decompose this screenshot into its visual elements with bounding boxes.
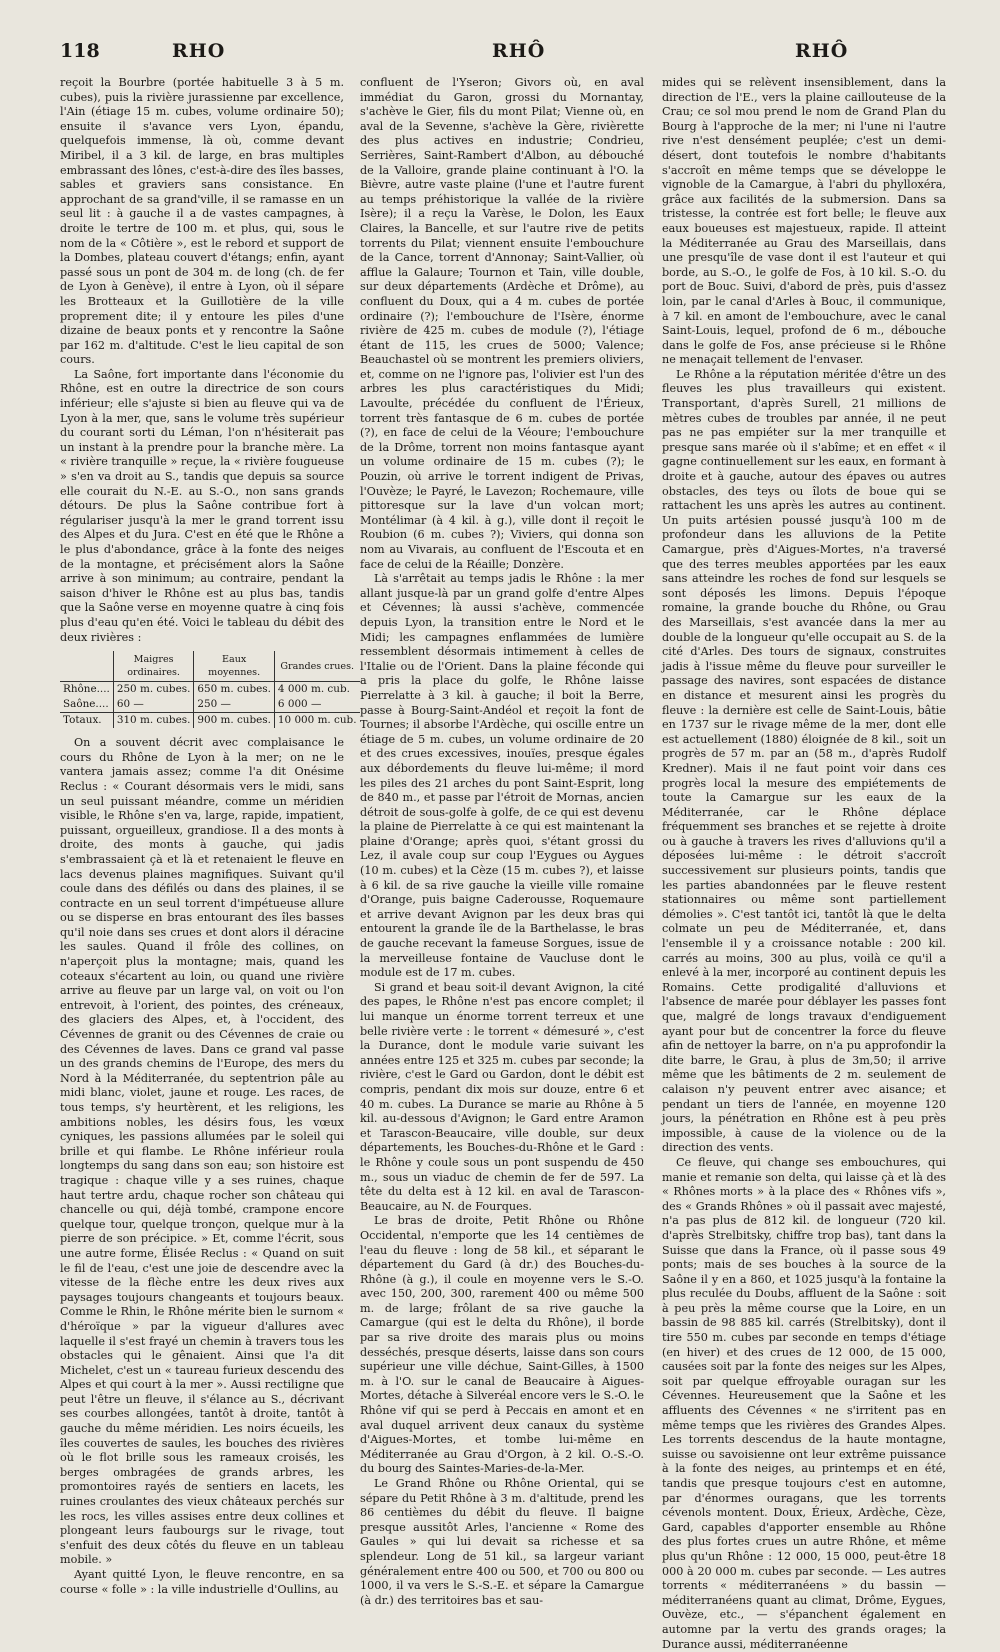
paragraph: Le Grand Rhône ou Rhône Oriental, qui se sépare du Petit Rhône à 3 m. d'altitude, prend les 86 centièmes du débit du fleuve. Il baigne presque aussitôt Arles, l'ancienne « Rome des Gaules » qui lui devait sa richesse et sa splendeur. Long de 51 kil., sa largeur variant généralement entre 400 ou 500, et 700 ou 800 ou 1000, il va vers le S.-S.-E. et sépare la Camargue (à dr.) des territoires bas et sau-	[360, 1477, 644, 1607]
table-cell: Totaux.	[60, 713, 113, 729]
table-cell: 250 m. cubes.	[113, 682, 194, 698]
table-row	[60, 682, 360, 698]
paragraph: La Saône, fort importante dans l'économie du Rhône, est en outre la directrice de son cours inférieur; elle s'ajuste si bien au fleuve qui va de Lyon à la mer, que, sans le volume très supérieur du courant sorti du Léman, l'on n'hésiterait pas un instant à la prendre pour la branche mère. La « rivière tranquille » reçue, la « rivière fougueuse » s'en va droit au S., tandis que depuis sa source elle courait du N.-E. au S.-O., non sans grands détours. De plus la Saône contribue fort à régulariser jusqu'à la mer le grand torrent issu des Alpes et du Jura. C'est en été que le Rhône a le plus d'abondance, grâce à la fonte des neiges de la montagne, et précisément alors la Saône arrive à son minimum; au contraire, pendant la saison d'hiver le Rhône est au plus bas, tandis que la Saône verse en moyenne quatre à cinq fois plus d'eau qu'en été. Voici le tableau du débit des deux rivières :	[60, 367, 344, 644]
column-2	[360, 76, 644, 1607]
paragraph: Le Rhône a la réputation méritée d'être un des fleuves les plus travailleurs qui existent. Transportant, d'après Surell, 21 millions de mètres cubes de troubles par année, il ne peut pas ne pas empiéter sur la mer tranquille et presque sans marée où il s'abîme; et en effet « il gagne continuellement sur les eaux, en formant à droite et à gauche, autour des épaves ou autres obstacles, des teys ou îlots de boue qui se rattachent les uns après les autres au continent. Un puits artésien poussé jusqu'à 100 m de profondeur dans les alluvions de la Petite Camargue, près d'Aigues-Mortes, n'a traversé que des terres meubles apportées par les eaux sans atteindre les roches de fond sur lesquels se sont déposés les limons. Depuis l'époque romaine, la grande bouche du Rhône, ou Grau des Marseillais, s'est avancée dans la mer au double de la longueur qu'elle occupait au S. de la cité d'Arles. Des tours de signaux, construites jadis à l'issue même du fleuve pour surveiller le passage des navires, sont espacées de distance en distance et mesurent ainsi les progrès du fleuve : la dernière est celle de Saint-Louis, bâtie en 1737 sur le rivage même de la mer, dont elle est actuellement (1880) éloignée de 8 kil., soit un progrès de 57 m. par an (58 m., d'après Rudolf Kredner). Mais il ne faut point voir dans ces progrès local la mesure des empiétements de toute la Camargue sur les eaux de la Méditerranée, car le Rhône déplace fréquemment ses branches et se rejette à droite ou à gauche à travers les rives d'alluvions qu'il a déposées lui-même : le détroit s'accroît successivement sur plusieurs points, tandis que les parties abandonnées par le fleuve restent stationnaires ou même sont partiellement démolies ». C'est tantôt ici, tantôt là que le delta colmate un peu de Méditerranée, et, dans l'ensemble il y a croissance notable : 200 kil. carrés au moins, 300 au plus, voilà ce qu'il a enlevé à la mer, incorporé au continent depuis les Romains. Cette prodigalité d'alluvions et l'absence de marée pour déblayer les passes font que, malgré de longs travaux d'endiguement ayant pour but de concentrer la force du fleuve afin de nettoyer la barre, on n'a pu approfondir la dite barre, le Grau, à plus de 3m,50; il arrive même que les bâtiments de 2 m. seulement de calaison n'y peuvent entrer avec aisance; et pendant un tiers de l'année, en moyenne 120 jours, la pénétration en Rhône est à peu près impossible, à cause de la violence ou de la direction des vents.	[662, 367, 946, 1155]
page-header	[60, 40, 960, 70]
table-cell: 4 000 m. cub.	[274, 682, 359, 698]
paragraph: confluent de l'Yseron; Givors où, en aval immédiat du Garon, grossi du Mornantay, s'achève le Gier, fils du mont Pilat; Vienne où, en aval de la Sevenne, s'achève la Gère, rivièrette des plus actives en industrie; Condrieu, Serrières, Saint-Rambert d'Albon, au débouché de la Valloire, grande plaine continuant à l'O. la Bièvre, autre vaste plaine (l'une et l'autre furent au temps préhistorique la vallée de la rivière Isère); il a reçu la Varèse, le Dolon, les Eaux Claires, la Bancelle, et sur l'autre rive de petits torrents du Pilat; viennent ensuite l'embouchure de la Cance, torrent d'Annonay; Saint-Vallier, où afflue la Galaure; Tournon et Tain, ville double, sur deux départements (Ardèche et Drôme), au confluent du Doux, qui a 4 m. cubes de portée ordinaire (?); l'embouchure de l'Isère, énorme rivière de 425 m. cubes de module (?), l'étiage étant de 115, les crues de 5000; Valence; Beauchastel où se montrent les premiers oliviers, et, comme on ne l'ignore pas, l'olivier est l'un des arbres les plus caractéristiques du Midi; Lavoulte, précédée du confluent de l'Érieux, torrent très fantasque de 6 m. cubes de portée (?), en face de celui de la Véoure; l'embouchure de la Drôme, torrent non moins fantasque ayant un volume ordinaire de 15 m. cubes (?); le Pouzin, où arrive le torrent indigent de Privas, l'Ouvèze; le Payré, le Lavezon; Rochemaure, ville pittoresque sur la lave d'un volcan mort; Montélimar (à 4 kil. à g.), ville dont il reçoit le Roubion (6 m. cubes ?); Viviers, qui donna son nom au Vivarais, au confluent de l'Escouta et en face de celui de la Réaille; Donzère.	[360, 76, 644, 571]
table-header	[60, 651, 113, 682]
table-header: Eaux moyennes.	[194, 651, 275, 682]
paragraph: Là s'arrêtait au temps jadis le Rhône : la mer allant jusque-là par un grand golfe d'entre Alpes et Cévennes; là aussi s'achève, commencée depuis Lyon, la transition entre le Nord et le Midi; les campagnes enflammées de lumière ressemblent désormais intimement à celles de l'Italie ou de l'Orient. Dans la plaine féconde qui a pris la place du golfe, le Rhône laisse Pierrelatte à 3 kil. à gauche; il boit la Berre, passe à Bourg-Saint-Andéol et reçoit la font de Tournes; il absorbe l'Ardèche, qui oscille entre un étiage de 5 m. cubes, un volume ordinaire de 20 et des crues excessives, inouïes, presque égales aux débordements du fleuve lui-même; il mord les piles des 21 arches du pont Saint-Esprit, long de 840 m., et passe par l'étroit de Mornas, ancien détroit de sous-golfe à golfe, de ce qui est devenu la plaine de Pierrelatte à ce qui est maintenant la plaine d'Orange; après quoi, s'étant grossi du Lez, il avale coup sur coup l'Eygues ou Aygues (10 m. cubes) et la Cèze (15 m. cubes ?), et laisse à 6 kil. de sa rive gauche la vieille ville romaine d'Orange, puis baigne Caderousse, Roquemaure et arrive devant Avignon par les deux bras qui entourent la grande île de la Barthelasse, le bras de gauche recevant la fameuse Sorgues, issue de la merveilleuse fontaine de Vaucluse dont le module est de 17 m. cubes.	[360, 572, 644, 980]
table-header: Maigres ordinaires.	[113, 651, 194, 682]
paragraph: Ayant quitté Lyon, le fleuve rencontre, en sa course « folle » : la ville industrielle d'Oullins, au	[60, 1568, 344, 1596]
page-number: 118	[60, 40, 100, 62]
paragraph: mides qui se relèvent insensiblement, dans la direction de l'E., vers la plaine caillouteuse de la Crau; ce sol mou prend le nom de Grand Plan du Bourg à l'approche de la mer; ni l'une ni l'autre rive n'est densément peuplée; c'est un demi-désert, dont toutefois le nombre d'habitants s'accroît en même temps que se développe le vignoble de la Camargue, à l'abri du phylloxéra, grâce aux facilités de la submersion. Dans sa tristesse, la contrée est fort belle; le fleuve aux eaux boueuses est majestueux, rapide. Il atteint la Méditerranée au Grau des Marseillais, dans une presqu'île de vase dont il est l'auteur et qui borde, au S.-O., le golfe de Fos, à 10 kil. S.-O. du port de Bouc. Suivi, d'abord de près, puis d'assez loin, par le canal d'Arles à Bouc, il communique, à 7 kil. en amont de l'embouchure, avec le canal Saint-Louis, lequel, profond de 6 m., débouche dans le golfe de Fos, anse précieuse si le Rhône ne menaçait tellement de l'envaser.	[662, 76, 946, 367]
running-head-right: RHÔ	[795, 40, 849, 62]
table-cell: 10 000 m. cub.	[274, 713, 359, 729]
table-cell: 6 000 —	[274, 697, 359, 713]
table-cell: 310 m. cubes.	[113, 713, 194, 729]
table-cell: 900 m. cubes.	[194, 713, 275, 729]
table-row	[60, 697, 360, 713]
running-head-center: RHÔ	[492, 40, 546, 62]
column-3	[662, 76, 946, 1651]
column-1	[60, 76, 357, 1596]
paragraph: Le bras de droite, Petit Rhône ou Rhône Occidental, n'emporte que les 14 centièmes de l'eau du fleuve : long de 58 kil., et séparant le département du Gard (à dr.) des Bouches-du-Rhône (à g.), il coule en moyenne vers le S.-O. avec 150, 200, 300, rarement 400 ou même 500 m. de large; frôlant de sa rive gauche la Camargue (qui est le delta du Rhône), il borde par sa rive droite des marais plus ou moins desséchés, presque déserts, laisse dans son cours supérieur une ville déchue, Saint-Gilles, à 1500 m. à l'O. sur le canal de Beaucaire à Aigues-Mortes, détache à Silveréal encore vers le S.-O. le Rhône vif qui se perd à Peccais en amont et en aval duquel arrivent deux canaux du système d'Aigues-Mortes, et tombe lui-même en Méditerranée au Grau d'Orgon, à 2 kil. O.-S.-O. du bourg des Saintes-Maries-de-la-Mer.	[360, 1214, 644, 1476]
table-cell: Saône....	[63, 698, 109, 711]
table-cell: 60 —	[113, 697, 194, 713]
table-total-row	[60, 713, 360, 729]
table-cell: Rhône....	[63, 683, 110, 696]
table-cell: 650 m. cubes.	[194, 682, 275, 698]
paragraph: On a souvent décrit avec complaisance le cours du Rhône de Lyon à la mer; on ne le vantera jamais assez; comme l'a dit Onésime Reclus : « Courant désormais vers le midi, sans un seul puissant méandre, comme un méridien visible, le Rhône s'en va, large, rapide, impatient, puissant, orgueilleux, grandiose. Il a des monts à droite, des monts à gauche, qui jadis s'embrassaient çà et là et retenaient le fleuve en lacs devenus plaines magnifiques. Suivant qu'il coule dans des défilés ou dans des plaines, il se contracte en un seul torrent d'impétueuse allure ou se disperse en bras entourant des îles basses qu'il noie dans ses crues et dont alors il déracine les saules. Quand il frôle des collines, on n'aperçoit plus la montagne; mais, quand les coteaux s'écartent au loin, ou quand une rivière arrive au fleuve par un large val, on voit ou l'on entrevoit, à l'orient, des pointes, des créneaux, des glaciers des Alpes, et, à l'occident, des Cévennes de granit ou des Cévennes de craie ou des Cévennes de laves. Dans ce grand val passe un des grands chemins de l'Europe, des mers du Nord à la Méditerranée, du septentrion pâle au midi blanc, violet, jaune et rouge. Les races, de tous temps, s'y heurtèrent, et les religions, les ambitions nobles, les désirs fous, les vœux cyniques, les passions allumées par le soleil qui brille et qui flambe. Le Rhône inférieur roula longtemps du sang dans son eau; son histoire est tragique : chaque ville y a ses ruines, chaque haut tertre ardu, chaque rocher son château qui chancelle ou qui, déjà tombé, crampone encore quelque tour, quelque tronçon, quelque mur à la pierre de son précipice. » Et, comme l'écrit, sous une autre forme, Élisée Reclus : « Quand on suit le fil de l'eau, c'est une joie de descendre avec la vitesse de la flèche entre les deux rives aux paysages toujours changeants et toujours beaux. Comme le Rhin, le Rhône mérite bien le surnom « d'héroïque » par la vigueur d'allures avec laquelle il s'est frayé un chemin à travers tous les obstacles qui le gênaient. Ainsi que l'a dit Michelet, c'est un « taureau furieux descendu des Alpes et qui court à la mer ». Aussi rectiligne que peut l'être un fleuve, il s'élance au S., décrivant ses courbes allongées, tantôt à droite, tantôt à gauche du même méridien. Les noirs écueils, les îles couvertes de saules, les bouches des rivières où le flot brille sous les rameaux croisés, les berges ombragées de grands arbres, les promontoires rayés de sentiers en lacets, les ruines croulantes des vieux châteaux perchés sur les rocs, les villes assises entre deux collines et plongeant leurs faubourgs sur le rivage, tout s'enfuit des deux côtés du fleuve en un tableau mobile. »	[60, 736, 344, 1567]
running-head-left: RHO	[172, 40, 226, 62]
table-header: Grandes crues.	[274, 651, 359, 682]
paragraph: reçoit la Bourbre (portée habituelle 3 à 5 m. cubes), puis la rivière jurassienne par excellence, l'Ain (étiage 15 m. cubes, volume ordinaire 50); ensuite il s'avance vers Lyon, épandu, quelquefois immense, là où, comme devant Miribel, il a 3 kil. de large, en bras multiples embrassant des lônes, c'est-à-dire des îles basses, sables et graviers sans consistance. En approchant de sa grand'ville, il se ramasse en un seul lit : à gauche il a de vastes campagnes, à droite le tertre de 100 m. et plus, qui, sous le nom de la « Côtière », est le rebord et support de la Dombes, plateau couvert d'étangs; enfin, ayant passé sous un pont de 304 m. de long (ch. de fer de Lyon à Genève), il entre à Lyon, où il sépare les Brotteaux et la Guillotière de la ville proprement dite; il y entoure les piles d'une dizaine de beaux ponts et y rencontre la Saône par 162 m. d'altitude. C'est le lieu capital de son cours.	[60, 76, 344, 367]
table-cell: 250 —	[194, 697, 275, 713]
paragraph: Ce fleuve, qui change ses embouchures, qui manie et remanie son delta, qui laisse çà et là des « Rhônes morts » à la place des « Rhônes vifs », des « Grands Rhônes » où il passait avec majesté, n'a pas plus de 812 kil. de longueur (720 kil. d'après Strelbitsky, chiffre trop bas), tant dans la Suisse que dans la France, où il passe sous 49 ponts; mais de ses bouches à la source de la Saône il y en a 860, et 1025 jusqu'à la fontaine la plus reculée du Doubs, affluent de la Saône : soit à peu près la même course que la Loire, en un bassin de 98 885 kil. carrés (Strelbitsky), dont il tire 550 m. cubes par seconde en temps d'étiage (en hiver) et des crues de 12 000, de 15 000, causées soit par la fonte des neiges sur les Alpes, soit par quelque effroyable ouragan sur les Cévennes. Heureusement que la Saône et les affluents des Cévennes « ne s'irritent pas en même temps que les rivières des Grandes Alpes. Les torrents descendus de la haute montagne, suisse ou savoisienne ont leur extrême puissance à la fonte des neiges, au printemps et en été, tandis que presque toujours c'est en automne, par d'énormes ouragans, que les torrents cévenols montent. Doux, Érieux, Ardèche, Cèze, Gard, capables d'apporter ensemble au Rhône des plus fortes crues un autre Rhône, et même plus qu'un Rhône : 12 000, 15 000, peut-être 18 000 à 20 000 m. cubes par seconde. — Les autres torrents « méditerranéens » du bassin — méditerranéens quant au climat, Drôme, Eygues, Ouvèze, etc., — s'épanchent également en automne par la vertu des grands orages; la Durance aussi, méditerranéenne	[662, 1155, 946, 1651]
discharge-table	[60, 651, 360, 728]
table-header-row	[60, 651, 360, 682]
paragraph: Si grand et beau soit-il devant Avignon, la cité des papes, le Rhône n'est pas encore complet; il lui manque un énorme torrent terreux et une belle rivière verte : le torrent « démesuré », c'est la Durance, dont le module varie suivant les années entre 125 et 325 m. cubes par seconde; la rivière, c'est le Gard ou Gardon, dont le débit est compris, pendant dix mois sur douze, entre 6 et 40 m. cubes. La Durance se marie au Rhône à 5 kil. au-dessous d'Avignon; le Gard entre Aramon et Tarascon-Beaucaire, ville double, sur deux départements, les Bouches-du-Rhône et le Gard : le Rhône y coule sous un pont suspendu de 450 m., sous un viaduc de chemin de fer de 597. La tête du delta est à 12 kil. en aval de Tarascon-Beaucaire, au N. de Fourques.	[360, 980, 644, 1213]
